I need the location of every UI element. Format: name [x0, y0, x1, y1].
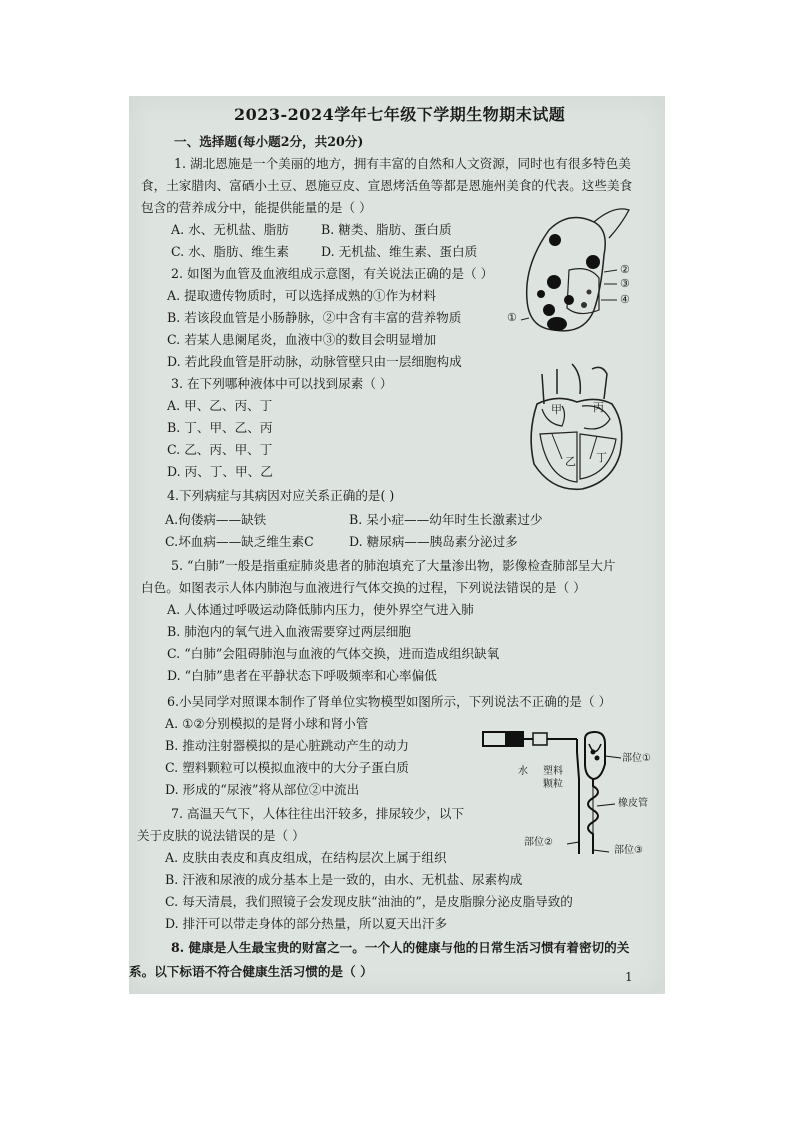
model-label-water: 水 [518, 766, 528, 777]
q8-line2: 系。以下标语不符合健康生活习惯的是（ ） [129, 964, 373, 979]
q2-option-a: A. 提取遗传物质时，可以选择成熟的①作为材料 [167, 288, 436, 303]
q5-line2: 白色。如图表示人体内肺泡与血液进行气体交换的过程，下列说法错误的是（ ） [141, 580, 586, 595]
vessel-label-1: ① [507, 311, 517, 324]
q4-option-d: D. 糖尿病——胰岛素分泌过多 [349, 534, 518, 549]
heart-diagram [522, 364, 632, 494]
q7-option-a: A. 皮肤由表皮和真皮组成，在结构层次上属于组织 [165, 850, 447, 865]
q5-option-d: D. “白肺”患者在平静状态下呼吸频率和心率偏低 [167, 668, 437, 683]
q6-option-a: A. ①②分别模拟的是肾小球和肾小管 [165, 716, 369, 731]
q5-option-b: B. 肺泡内的氧气进入血液需要穿过两层细胞 [167, 624, 411, 639]
q4-option-a: A.佝偻病——缺铁 [165, 512, 267, 527]
q1-line1: 1. 湖北恩施是一个美丽的地方，拥有丰富的自然和人文资源，同时也有很多特色美 [174, 156, 631, 171]
section-heading: 一、选择题(每小题2分，共20分) [174, 134, 364, 149]
model-label-part2: 部位② [524, 837, 553, 848]
q3-option-d: D. 丙、丁、甲、乙 [167, 464, 273, 479]
q4-option-b: B. 呆小症——幼年时生长激素过少 [349, 512, 543, 527]
model-label-part1: 部位① [622, 753, 651, 764]
vessel-label-4: ④ [620, 293, 630, 306]
q5-line1: 5. “白肺”一般是指重症肺炎患者的肺泡填充了大量渗出物，影像检查肺部呈大片 [171, 558, 616, 573]
heart-label-bing: 丙 [593, 401, 604, 414]
nephron-model-diagram [481, 724, 631, 864]
page-number: 1 [625, 970, 633, 984]
model-label-particle: 颗粒 [543, 779, 563, 790]
q4-option-c: C.坏血病——缺乏维生素C [165, 534, 314, 549]
q7-line1: 7. 高温天气下，人体往往出汗较多，排尿较少，以下 [171, 806, 465, 821]
q3-option-b: B. 丁、甲、乙、丙 [167, 420, 273, 435]
q4-stem: 4.下列病症与其病因对应关系正确的是( ) [167, 488, 395, 503]
q7-option-c: C. 每天清晨，我们照镜子会发现皮肤“油油的”，是皮脂腺分泌皮脂导致的 [165, 894, 573, 909]
vessel-label-3: ③ [620, 277, 630, 290]
q2-option-b: B. 若该段血管是小肠静脉，②中含有丰富的营养物质 [167, 310, 462, 325]
q2-option-c: C. 若某人患阑尾炎，血液中③的数目会明显增加 [167, 332, 437, 347]
heart-label-yi: 乙 [565, 455, 576, 468]
exam-paper [129, 96, 665, 994]
q1-line3: 包含的营养成分中，能提供能量的是（ ） [141, 200, 372, 215]
q8-line1: 8. 健康是人生最宝贵的财富之一。一个人的健康与他的日常生活习惯有着密切的关 [171, 940, 630, 955]
model-label-tube: 橡皮管 [618, 798, 648, 809]
q5-option-c: C. “白肺”会阻碍肺泡与血液的气体交换，进而造成组织缺氧 [167, 646, 500, 661]
q6-option-d: D. 形成的“尿液”将从部位②中流出 [165, 782, 360, 797]
q2-stem: 2. 如图为血管及血液组成示意图，有关说法正确的是（ ） [171, 266, 494, 281]
q1-option-b: B. 糖类、脂肪、蛋白质 [321, 222, 452, 237]
q6-stem: 6.小吴同学对照课本制作了肾单位实物模型如图所示，下列说法不正确的是（ ） [167, 694, 612, 709]
model-label-part3: 部位③ [614, 845, 643, 856]
q1-line2: 食，土家腊肉、富硒小土豆、恩施豆皮、宣恩烤活鱼等都是恩施州美食的代表。这些美食 [141, 178, 633, 193]
page-title: 2023-2024学年七年级下学期生物期末试题 [234, 105, 566, 124]
vessel-label-2: ② [620, 263, 630, 276]
q3-option-a: A. 甲、乙、丙、丁 [167, 398, 273, 413]
heart-label-jia: 甲 [551, 403, 562, 416]
heart-label-ding: 丁 [596, 451, 607, 464]
q1-option-c: C. 水、脂肪、维生素 [171, 244, 289, 259]
q7-option-d: D. 排汗可以带走身体的部分热量，所以夏天出汗多 [165, 916, 448, 931]
q6-option-b: B. 推动注射器模拟的是心脏跳动产生的动力 [165, 738, 409, 753]
q6-option-c: C. 塑料颗粒可以模拟血液中的大分子蛋白质 [165, 760, 409, 775]
q1-option-a: A. 水、无机盐、脂肪 [171, 222, 289, 237]
q3-stem: 3. 在下列哪种液体中可以找到尿素（ ） [171, 376, 393, 391]
q7-option-b: B. 汗液和尿液的成分基本上是一致的，由水、无机盐、尿素构成 [165, 872, 523, 887]
q1-option-d: D. 无机盐、维生素、蛋白质 [321, 244, 478, 259]
q5-option-a: A. 人体通过呼吸运动降低肺内压力，使外界空气进入肺 [167, 602, 474, 617]
model-label-plastic: 塑料 [543, 766, 563, 777]
q7-line2: 关于皮肤的说法错误的是（ ） [137, 828, 305, 843]
q2-option-d: D. 若此段血管是肝动脉，动脉管壁只由一层细胞构成 [167, 354, 462, 369]
q3-option-c: C. 乙、丙、甲、丁 [167, 442, 273, 457]
